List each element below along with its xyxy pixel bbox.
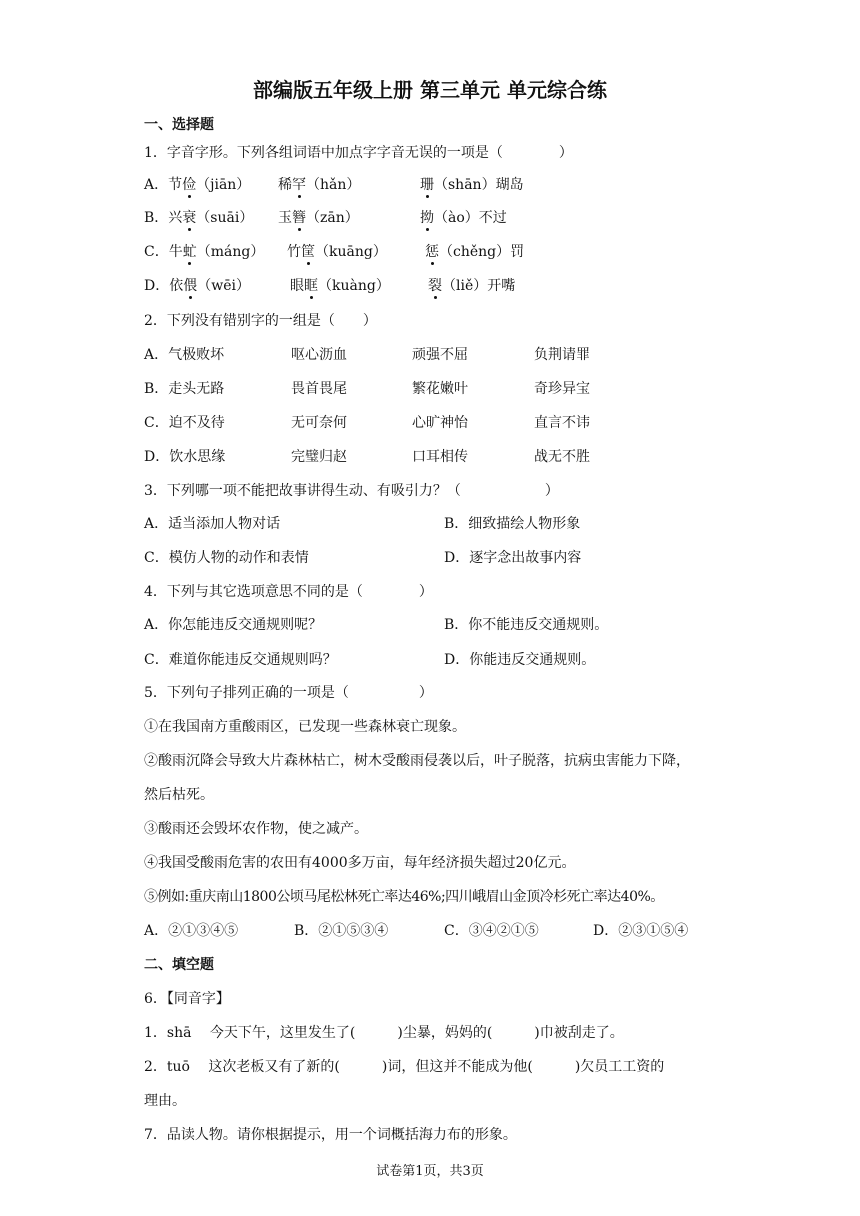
word: 直言不讳 bbox=[534, 415, 590, 431]
pinyin: （ào）不过 bbox=[434, 210, 507, 226]
word: 心旷神怡 bbox=[412, 415, 468, 431]
pinyin: （kuàng） bbox=[318, 278, 390, 294]
question-5-option-b: B．②①⑤③④ bbox=[294, 923, 389, 939]
option-prefix: D．依 bbox=[144, 278, 184, 294]
word-part: 玉 bbox=[278, 210, 292, 226]
word: 顽强不屈 bbox=[412, 347, 468, 363]
dotted-char: 裂 bbox=[428, 275, 442, 295]
question-6-line-2-continued: 理由。 bbox=[144, 1093, 186, 1109]
word: 繁花嫩叶 bbox=[412, 381, 468, 397]
word: B．走头无路 bbox=[144, 381, 225, 397]
pinyin: （liě）开嘴 bbox=[442, 278, 516, 294]
page-title: 部编版五年级上册 第三单元 单元综合练 bbox=[253, 78, 607, 102]
word: 无可奈何 bbox=[291, 415, 347, 431]
dotted-char: 俭 bbox=[182, 174, 196, 194]
question-6-line-1: 1．shā 今天下午，这里发生了( )尘暴，妈妈的( )巾被刮走了。 bbox=[144, 1025, 624, 1041]
sentence-2: ②酸雨沉降会导致大片森林枯亡，树木受酸雨侵袭以后，叶子脱落，抗病虫害能力下降， bbox=[144, 753, 690, 769]
question-3-stem: 3．下列哪一项不能把故事讲得生动、有吸引力？（ ） bbox=[144, 483, 559, 499]
question-4-option-a: A．你怎能违反交通规则呢？ bbox=[144, 617, 323, 633]
question-5-stem: 5．下列句子排列正确的一项是（ ） bbox=[144, 685, 433, 701]
sentence-5: ⑤例如:重庆南山1800公顷马尾松林死亡率达46%;四川峨眉山金顶冷杉死亡率达40%。 bbox=[144, 889, 664, 905]
dotted-char: 惩 bbox=[425, 241, 439, 261]
word-part: 竹 bbox=[287, 244, 301, 260]
section-heading-choice: 一、选择题 bbox=[144, 117, 214, 133]
section-heading-fill: 二、填空题 bbox=[144, 957, 214, 973]
dotted-char: 虻 bbox=[183, 241, 197, 261]
question-5-option-c: C．③④②①⑤ bbox=[444, 923, 539, 939]
word: A．气极败坏 bbox=[144, 347, 225, 363]
option-prefix: B．兴 bbox=[144, 210, 183, 226]
word: 完璧归赵 bbox=[291, 449, 347, 465]
dotted-char: 珊 bbox=[420, 174, 434, 194]
sentence-2-continued: 然后枯死。 bbox=[144, 787, 214, 803]
pinyin: （wēi） bbox=[197, 278, 250, 294]
pinyin: （zān） bbox=[306, 210, 359, 226]
question-4-option-d: D．你能违反交通规则。 bbox=[444, 652, 596, 668]
page-footer: 试卷第1页，共3页 bbox=[376, 1164, 484, 1179]
pinyin: （chěng）罚 bbox=[439, 244, 525, 260]
question-5-option-d: D．②③①⑤④ bbox=[593, 923, 689, 939]
question-2-stem: 2．下列没有错别字的一组是（ ） bbox=[144, 313, 377, 329]
word: 呕心沥血 bbox=[291, 347, 347, 363]
dotted-char: 眶 bbox=[304, 275, 318, 295]
question-5-option-a: A．②①③④⑤ bbox=[144, 923, 239, 939]
word: D．饮水思缘 bbox=[144, 449, 226, 465]
dotted-char: 筐 bbox=[301, 241, 315, 261]
word: 奇珍异宝 bbox=[534, 381, 590, 397]
pinyin: （máng） bbox=[196, 244, 265, 260]
question-3-option-c: C．模仿人物的动作和表情 bbox=[144, 550, 309, 566]
word: 畏首畏尾 bbox=[291, 381, 347, 397]
pinyin: （jiān） bbox=[196, 177, 251, 193]
question-7-stem: 7．品读人物。请你根据提示，用一个词概括海力布的形象。 bbox=[144, 1127, 517, 1143]
dotted-char: 拗 bbox=[420, 207, 434, 227]
word: 战无不胜 bbox=[534, 449, 590, 465]
question-4-option-b: B．你不能违反交通规则。 bbox=[444, 617, 609, 633]
sentence-4: ④我国受酸雨危害的农田有4000多万亩，每年经济损失超过20亿元。 bbox=[144, 855, 576, 871]
dotted-char: 偎 bbox=[183, 275, 197, 295]
question-3-option-b: B．细致描绘人物形象 bbox=[444, 516, 581, 532]
question-4-stem: 4．下列与其它选项意思不同的是（ ） bbox=[144, 584, 433, 600]
sentence-1: ①在我国南方重酸雨区，已发现一些森林衰亡现象。 bbox=[144, 719, 466, 735]
dotted-char: 罕 bbox=[292, 174, 306, 194]
option-prefix: A．节 bbox=[144, 177, 183, 193]
sentence-3: ③酸雨还会毁坏农作物，使之减产。 bbox=[144, 821, 368, 837]
question-1-stem: 1．字音字形。下列各组词语中加点字字音无误的一项是（ ） bbox=[144, 145, 573, 161]
question-4-option-c: C．难道你能违反交通规则吗？ bbox=[144, 652, 337, 668]
word: 负荆请罪 bbox=[534, 347, 590, 363]
pinyin: （shān）瑚岛 bbox=[434, 177, 524, 193]
word: 口耳相传 bbox=[412, 449, 468, 465]
question-6-stem: 6．【同音字】 bbox=[144, 991, 230, 1007]
question-3-option-a: A．适当添加人物对话 bbox=[144, 516, 281, 532]
pinyin: （suāi） bbox=[196, 210, 254, 226]
pinyin: （kuāng） bbox=[315, 244, 387, 260]
word-part: 稀 bbox=[278, 177, 292, 193]
word-part: 眼 bbox=[290, 278, 304, 294]
dotted-char: 衰 bbox=[182, 207, 196, 227]
question-3-option-d: D．逐字念出故事内容 bbox=[444, 550, 582, 566]
question-6-line-2: 2．tuō 这次老板又有了新的( )词，但这并不能成为他( )欠员工工资的 bbox=[144, 1059, 665, 1075]
word: C．迫不及待 bbox=[144, 415, 225, 431]
option-prefix: C．牛 bbox=[144, 244, 183, 260]
dotted-char: 簪 bbox=[292, 207, 306, 227]
pinyin: （hǎn） bbox=[306, 177, 361, 193]
